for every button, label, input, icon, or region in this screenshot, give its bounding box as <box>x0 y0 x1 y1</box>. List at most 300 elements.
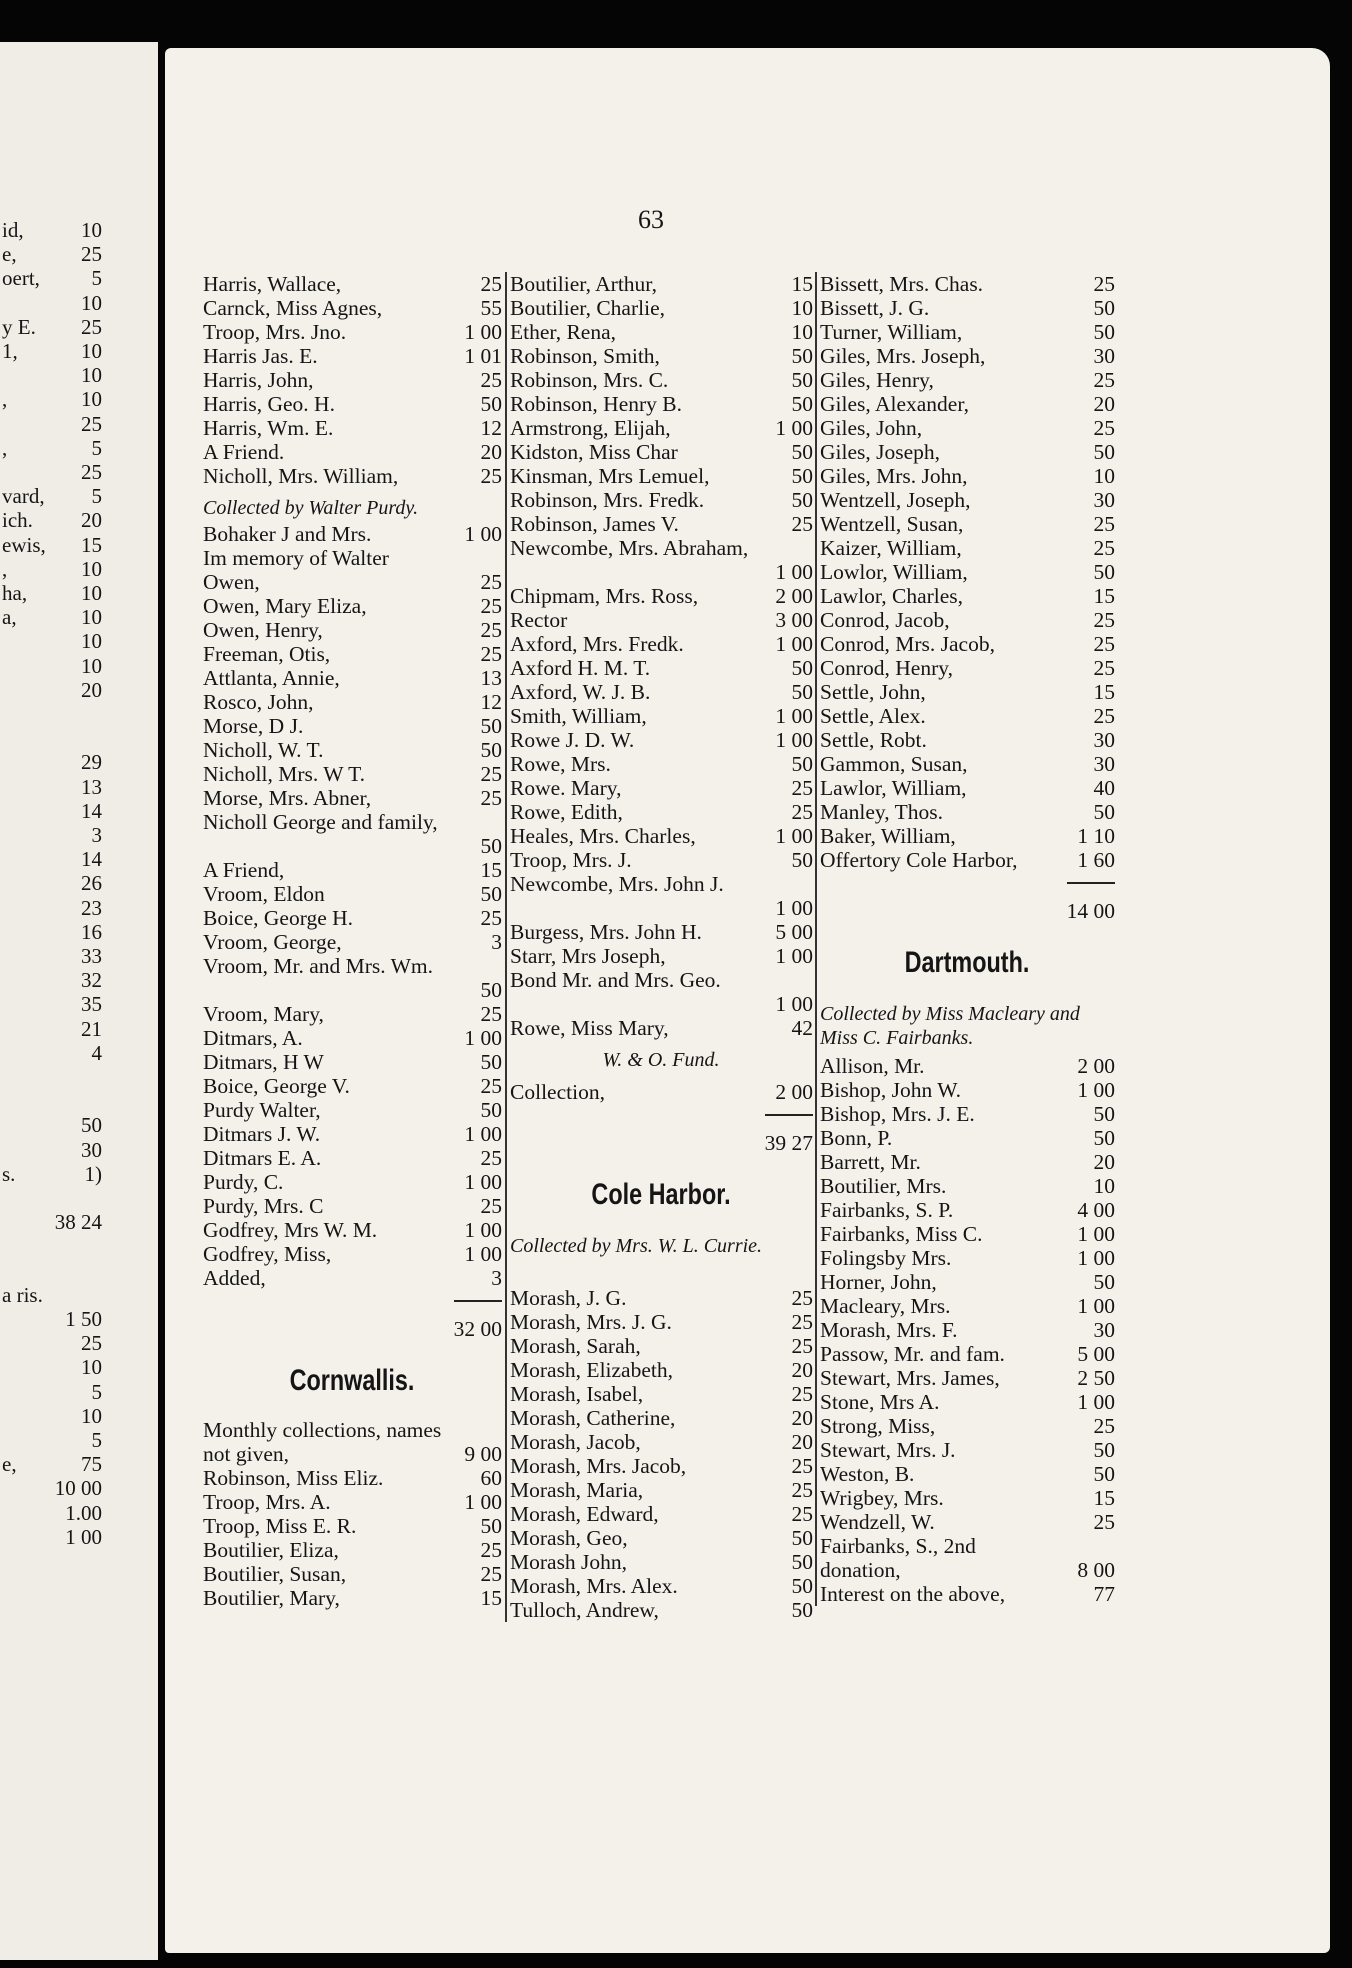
list-item <box>200 416 504 440</box>
entry-amount: 25 <box>1093 1414 1115 1438</box>
entry-amount: 30 <box>1093 1318 1115 1342</box>
entry-name: Boutilier, Susan, <box>203 1562 347 1586</box>
strip-line <box>0 678 150 702</box>
col1-entries-c <box>200 1418 504 1610</box>
list-item <box>200 1122 504 1146</box>
strip-line <box>0 1089 150 1113</box>
list-item <box>507 536 815 584</box>
entry-amount: 25 <box>1093 1510 1115 1534</box>
entry-amount: 50 <box>791 392 813 416</box>
entry-name: Godfrey, Miss, <box>203 1242 332 1266</box>
entry-name: Lowlor, William, <box>820 560 968 584</box>
entry-amount: 25 <box>791 512 813 536</box>
list-item <box>507 920 815 944</box>
strip-amount: 4 <box>91 1040 102 1065</box>
list-item <box>817 440 1117 464</box>
strip-line <box>0 387 150 411</box>
list-item <box>200 1098 504 1122</box>
list-item <box>200 1026 504 1050</box>
list-item <box>200 618 504 642</box>
entry-amount: 15 <box>1093 1486 1115 1510</box>
entry-name: Attlanta, Annie, <box>203 666 340 690</box>
entry-amount: 25 <box>1093 608 1115 632</box>
entry-name: Giles, Alexander, <box>820 392 969 416</box>
list-item <box>817 344 1117 368</box>
list-item <box>817 1318 1117 1342</box>
list-item <box>817 464 1117 488</box>
list-item <box>200 1194 504 1218</box>
entry-amount: 25 <box>1093 632 1115 656</box>
entry-name: Robinson, Mrs. Fredk. <box>510 488 705 512</box>
list-item <box>507 848 815 872</box>
list-item <box>200 440 504 464</box>
list-item <box>817 368 1117 392</box>
entry-amount: 50 <box>791 752 813 776</box>
entry-amount: 1 00 <box>1077 1078 1115 1102</box>
entry-amount: 50 <box>791 656 813 680</box>
entry-amount: 50 <box>791 848 813 872</box>
col1-total-rule <box>200 1290 504 1314</box>
entry-amount: 1 00 <box>775 560 813 584</box>
list-item <box>817 680 1117 704</box>
strip-amount: 25 <box>81 314 102 339</box>
col3-total-rule <box>817 872 1117 896</box>
entry-amount: 1 00 <box>775 944 813 968</box>
strip-line <box>0 871 150 895</box>
list-item <box>200 1002 504 1026</box>
strip-line <box>0 1113 150 1137</box>
strip-text: , <box>2 435 8 460</box>
list-item <box>200 810 504 858</box>
entry-name: Ditmars, A. <box>203 1026 303 1050</box>
entry-amount: 2 00 <box>775 1080 813 1104</box>
list-item <box>817 752 1117 776</box>
list-item <box>507 272 815 296</box>
entry-name: Bissett, J. G. <box>820 296 930 320</box>
list-item <box>817 488 1117 512</box>
entry-name: Chipmam, Mrs. Ross, <box>510 584 699 608</box>
list-item <box>507 1406 815 1430</box>
list-item <box>817 1582 1117 1606</box>
entry-amount: 25 <box>791 1310 813 1334</box>
entry-amount: 50 <box>1093 1126 1115 1150</box>
entry-amount: 15 <box>1093 584 1115 608</box>
entry-amount: 50 <box>791 1574 813 1598</box>
entry-amount: 1 00 <box>1077 1222 1115 1246</box>
entry-name: Stone, Mrs A. <box>820 1390 940 1414</box>
entry-amount: 20 <box>1093 392 1115 416</box>
list-item <box>200 786 504 810</box>
entry-name: Giles, Joseph, <box>820 440 941 464</box>
entry-name: Godfrey, Mrs W. M. <box>203 1218 378 1242</box>
entry-amount: 8 00 <box>1077 1558 1115 1582</box>
entry-name: Axford, Mrs. Fredk. <box>510 632 684 656</box>
list-item <box>507 512 815 536</box>
entry-name: Wentzell, Susan, <box>820 512 964 536</box>
entry-name: Strong, Miss, <box>820 1414 936 1438</box>
list-item <box>507 1478 815 1502</box>
strip-line <box>0 557 150 581</box>
list-item <box>200 272 504 296</box>
list-item <box>817 1102 1117 1126</box>
list-item <box>200 1050 504 1074</box>
entry-amount: 2 50 <box>1077 1366 1115 1390</box>
entry-amount: 77 <box>1093 1582 1115 1606</box>
entry-name: Morash, J. G. <box>510 1286 627 1310</box>
strip-text: 1, <box>2 339 18 363</box>
strip-amount: 10 <box>81 363 102 388</box>
entry-name: Boice, George V. <box>203 1074 350 1098</box>
entry-amount: 25 <box>791 776 813 800</box>
entry-amount: 1 00 <box>464 1490 502 1514</box>
entry-amount: 50 <box>791 1598 813 1622</box>
entry-amount: 50 <box>1093 440 1115 464</box>
entry-amount: 5 00 <box>1077 1342 1115 1366</box>
entry-amount: 25 <box>480 1146 502 1170</box>
list-item <box>507 488 815 512</box>
entry-amount: 10 <box>791 320 813 344</box>
list-item <box>200 1562 504 1586</box>
list-item <box>200 762 504 786</box>
strip-amount: 10 <box>81 605 102 630</box>
entry-amount: 9 00 <box>464 1442 502 1466</box>
entry-name: Monthly collections, names not given, <box>203 1418 442 1466</box>
strip-amount: 23 <box>81 895 102 920</box>
strip-line <box>0 339 150 363</box>
entry-amount: 30 <box>1093 728 1115 752</box>
list-item <box>507 320 815 344</box>
strip-line <box>0 242 150 266</box>
list-item <box>817 848 1117 872</box>
list-item <box>200 1418 504 1466</box>
entry-name: Fairbanks, S., 2nd donation, <box>820 1534 976 1582</box>
strip-text: vard, <box>2 484 45 509</box>
entry-name: Nicholl, Mrs. William, <box>203 464 399 488</box>
entry-amount: 20 <box>1093 1150 1115 1174</box>
strip-text: e, <box>2 242 17 267</box>
entry-amount: 1 00 <box>464 1170 502 1194</box>
entry-name: Robinson, Miss Eliz. <box>203 1466 384 1490</box>
entry-name: Rosco, John, <box>203 690 314 714</box>
strip-line <box>0 775 150 799</box>
list-item <box>200 392 504 416</box>
list-item <box>817 1222 1117 1246</box>
list-item <box>200 1170 504 1194</box>
entry-name: Vroom, Mary, <box>203 1002 324 1026</box>
strip-line <box>0 218 150 242</box>
strip-line <box>0 1476 150 1500</box>
entry-name: Gammon, Susan, <box>820 752 968 776</box>
entry-amount: 10 <box>1093 1174 1115 1198</box>
entry-name: Troop, Mrs. A. <box>203 1490 331 1514</box>
entry-name: Giles, Mrs. Joseph, <box>820 344 986 368</box>
list-item <box>817 512 1117 536</box>
entry-amount: 50 <box>1093 320 1115 344</box>
entry-amount: 50 <box>1093 1462 1115 1486</box>
entry-name: Rowe, Miss Mary, <box>510 1016 669 1040</box>
entry-amount: 25 <box>791 1286 813 1310</box>
col2-collector: Collected by Mrs. W. L. Currie. <box>510 1235 763 1257</box>
entry-name: Stewart, Mrs. J. <box>820 1438 956 1462</box>
entry-name: Freeman, Otis, <box>203 642 331 666</box>
list-item <box>200 464 504 488</box>
entry-amount: 50 <box>1093 296 1115 320</box>
list-item <box>817 392 1117 416</box>
entry-amount: 5 00 <box>775 920 813 944</box>
entry-name: Weston, B. <box>820 1462 915 1486</box>
entry-name: Morash, Elizabeth, <box>510 1358 673 1382</box>
entry-name: Folingsby Mrs. <box>820 1246 952 1270</box>
entry-name: Morash, Mrs. F. <box>820 1318 958 1342</box>
entry-amount: 50 <box>480 714 502 738</box>
strip-amount: 38 24 <box>54 1210 102 1235</box>
strip-text: y E. <box>2 314 36 339</box>
entry-name: Boutilier, Mrs. <box>820 1174 947 1198</box>
strip-amount: 25 <box>81 1331 102 1356</box>
strip-amount: 25 <box>81 411 102 436</box>
entry-name: Troop, Miss E. R. <box>203 1514 357 1538</box>
entry-amount: 50 <box>480 738 502 762</box>
list-item <box>507 1430 815 1454</box>
list-item <box>200 738 504 762</box>
col3-collector: Collected by Miss Macleary and Miss C. Fairbanks. <box>820 1003 1080 1049</box>
strip-amount: 5 <box>91 1428 102 1452</box>
entry-name: Carnck, Miss Agnes, <box>203 296 383 320</box>
dartmouth-heading: Dartmouth. <box>904 946 1030 979</box>
list-item <box>817 656 1117 680</box>
entry-name: Stewart, Mrs. James, <box>820 1366 1000 1390</box>
strip-amount: 20 <box>81 508 102 533</box>
entry-name: Giles, John, <box>820 416 923 440</box>
entry-name: Settle, Alex. <box>820 704 926 728</box>
list-item <box>200 1074 504 1098</box>
entry-name: Morash, Jacob, <box>510 1430 641 1454</box>
list-item <box>817 1054 1117 1078</box>
col1-collector: Collected by Walter Purdy. <box>203 497 419 519</box>
entry-name: Lawlor, Charles, <box>820 584 964 608</box>
entry-name: Wendzell, W. <box>820 1510 935 1534</box>
entry-name: Im memory of Walter Owen, <box>203 546 389 594</box>
list-item <box>200 690 504 714</box>
entry-amount: 25 <box>480 1074 502 1098</box>
entry-name: Owen, Mary Eliza, <box>203 594 367 618</box>
entry-name: Owen, Henry, <box>203 618 323 642</box>
strip-amount: 10 <box>81 1403 102 1428</box>
list-item <box>817 584 1117 608</box>
strip-line <box>0 508 150 532</box>
cornwallis-heading: Cornwallis. <box>289 1364 415 1397</box>
entry-name: Purdy, C. <box>203 1170 284 1194</box>
entry-name: Bohaker J and Mrs. <box>203 522 372 546</box>
strip-amount: 26 <box>81 871 102 896</box>
wo-fund-entry <box>507 1080 815 1104</box>
entry-amount: 25 <box>791 1478 813 1502</box>
list-item <box>817 1390 1117 1414</box>
entry-amount: 25 <box>1093 512 1115 536</box>
entry-amount: 25 <box>791 800 813 824</box>
col1-entries-b <box>200 522 504 1290</box>
entry-name: Rowe, Mrs. <box>510 752 611 776</box>
list-item <box>817 1534 1117 1582</box>
entry-amount: 25 <box>480 464 502 488</box>
list-item <box>507 344 815 368</box>
entry-amount: 50 <box>791 1526 813 1550</box>
strip-amount: 10 <box>81 290 102 315</box>
entry-name: Boutilier, Eliza, <box>203 1538 339 1562</box>
entry-name: Morash, Maria, <box>510 1478 644 1502</box>
list-item <box>507 464 815 488</box>
strip-line <box>0 266 150 290</box>
strip-text: ewis, <box>2 532 46 557</box>
col2-entries-b <box>507 1286 815 1622</box>
list-item <box>200 522 504 546</box>
entry-name: Wrigbey, Mrs. <box>820 1486 944 1510</box>
list-item <box>817 1462 1117 1486</box>
entry-name: Rowe. Mary, <box>510 776 622 800</box>
entry-amount: 3 <box>491 1266 502 1290</box>
strip-line <box>0 484 150 508</box>
list-item <box>507 296 815 320</box>
list-item <box>817 728 1117 752</box>
adjacent-page-strip <box>0 42 158 1960</box>
entry-name: Ditmars J. W. <box>203 1122 321 1146</box>
entry-name: Manley, Thos. <box>820 800 944 824</box>
strip-text: oert, <box>2 266 40 291</box>
entry-amount: 50 <box>791 464 813 488</box>
strip-line <box>0 847 150 871</box>
list-item <box>200 368 504 392</box>
strip-amount: 5 <box>91 1379 102 1404</box>
entry-amount: 15 <box>791 272 813 296</box>
strip-amount: 10 <box>81 653 102 678</box>
strip-text: , <box>2 556 8 581</box>
entry-amount: 1 00 <box>775 416 813 440</box>
entry-amount: 10 <box>791 296 813 320</box>
list-item <box>507 968 815 1016</box>
entry-amount: 50 <box>791 368 813 392</box>
strip-amount: 10 <box>81 387 102 412</box>
entry-amount: 20 <box>791 1358 813 1382</box>
entry-name: Harris, John, <box>203 368 314 392</box>
list-item <box>507 440 815 464</box>
entry-amount: 55 <box>480 296 502 320</box>
entry-name: Horner, John, <box>820 1270 937 1294</box>
list-item <box>507 1382 815 1406</box>
strip-line <box>0 1017 150 1041</box>
strip-text: a ris. <box>2 1282 43 1307</box>
strip-amount: 10 00 <box>54 1476 102 1501</box>
entry-amount: 25 <box>791 1334 813 1358</box>
strip-line <box>0 1428 150 1452</box>
strip-amount: 13 <box>81 774 102 799</box>
strip-amount: 10 <box>81 1355 102 1380</box>
strip-text: ha, <box>2 581 28 605</box>
list-item <box>507 680 815 704</box>
entry-name: Newcombe, Mrs. Abraham, <box>510 536 749 560</box>
list-item <box>200 344 504 368</box>
strip-line <box>0 726 150 750</box>
list-item <box>507 656 815 680</box>
entry-name: Nicholl, W. T. <box>203 738 324 762</box>
col2-total <box>507 1128 815 1158</box>
entry-amount: 25 <box>480 618 502 642</box>
list-item <box>817 800 1117 824</box>
list-item <box>507 1358 815 1382</box>
entry-name: Turner, William, <box>820 320 963 344</box>
entry-amount: 30 <box>1093 344 1115 368</box>
entry-amount: 1 00 <box>1077 1390 1115 1414</box>
strip-line <box>0 533 150 557</box>
entry-name: Barrett, Mr. <box>820 1150 921 1174</box>
entry-amount: 25 <box>480 1538 502 1562</box>
col3-total-amount: 14 00 <box>1066 899 1115 923</box>
strip-amount: 32 <box>81 968 102 993</box>
list-item <box>200 666 504 690</box>
entry-name: Morash, Mrs. J. G. <box>510 1310 672 1334</box>
list-item <box>200 858 504 882</box>
entry-amount: 25 <box>480 594 502 618</box>
strip-amount: 10 <box>81 629 102 654</box>
entry-amount: 1 00 <box>775 824 813 848</box>
strip-amount: 50 <box>81 1113 102 1138</box>
strip-line <box>0 992 150 1016</box>
entry-amount: 25 <box>480 786 502 810</box>
list-item <box>817 608 1117 632</box>
entry-amount: 50 <box>791 488 813 512</box>
entry-amount: 1 10 <box>1077 824 1115 848</box>
strip-line <box>0 1380 150 1404</box>
strip-amount: 29 <box>81 750 102 775</box>
strip-line <box>0 823 150 847</box>
strip-amount: 10 <box>81 339 102 363</box>
list-item <box>817 1486 1117 1510</box>
entry-amount: 13 <box>480 666 502 690</box>
entry-name: Boutilier, Charlie, <box>510 296 665 320</box>
entry-amount: 30 <box>1093 752 1115 776</box>
strip-line <box>0 436 150 460</box>
strip-amount: 10 <box>81 581 102 605</box>
strip-amount: 30 <box>81 1137 102 1162</box>
list-item <box>817 416 1117 440</box>
entry-name: Morash, Catherine, <box>510 1406 676 1430</box>
entry-amount: 60 <box>480 1466 502 1490</box>
strip-text: id, <box>2 218 24 242</box>
strip-line <box>0 1525 150 1549</box>
entry-amount: 1 00 <box>775 896 813 920</box>
entry-name: Interest on the above, <box>820 1582 1006 1606</box>
entry-amount: 50 <box>1093 560 1115 584</box>
entry-amount: 50 <box>480 978 502 1002</box>
entry-amount: 1 00 <box>464 1242 502 1266</box>
entry-name: Offertory Cole Harbor, <box>820 848 1018 872</box>
entry-amount: 1 00 <box>1077 1294 1115 1318</box>
entry-name: Rowe J. D. W. <box>510 728 635 752</box>
entry-name: Vroom, Mr. and Mrs. Wm. <box>203 954 434 978</box>
entry-amount: 20 <box>791 1430 813 1454</box>
entry-name: Kaizer, William, <box>820 536 962 560</box>
list-item <box>817 272 1117 296</box>
entry-name: Armstrong, Elijah, <box>510 416 671 440</box>
entry-amount: 12 <box>480 690 502 714</box>
strip-line <box>0 1307 150 1331</box>
strip-amount: 35 <box>81 992 102 1017</box>
entry-amount: 4 00 <box>1077 1198 1115 1222</box>
entry-name: Robinson, Henry B. <box>510 392 682 416</box>
entry-amount: 3 <box>491 930 502 954</box>
wo-fund-heading: W. & O. Fund. <box>602 1049 720 1071</box>
entry-amount: 30 <box>1093 488 1115 512</box>
entry-name: Lawlor, William, <box>820 776 967 800</box>
